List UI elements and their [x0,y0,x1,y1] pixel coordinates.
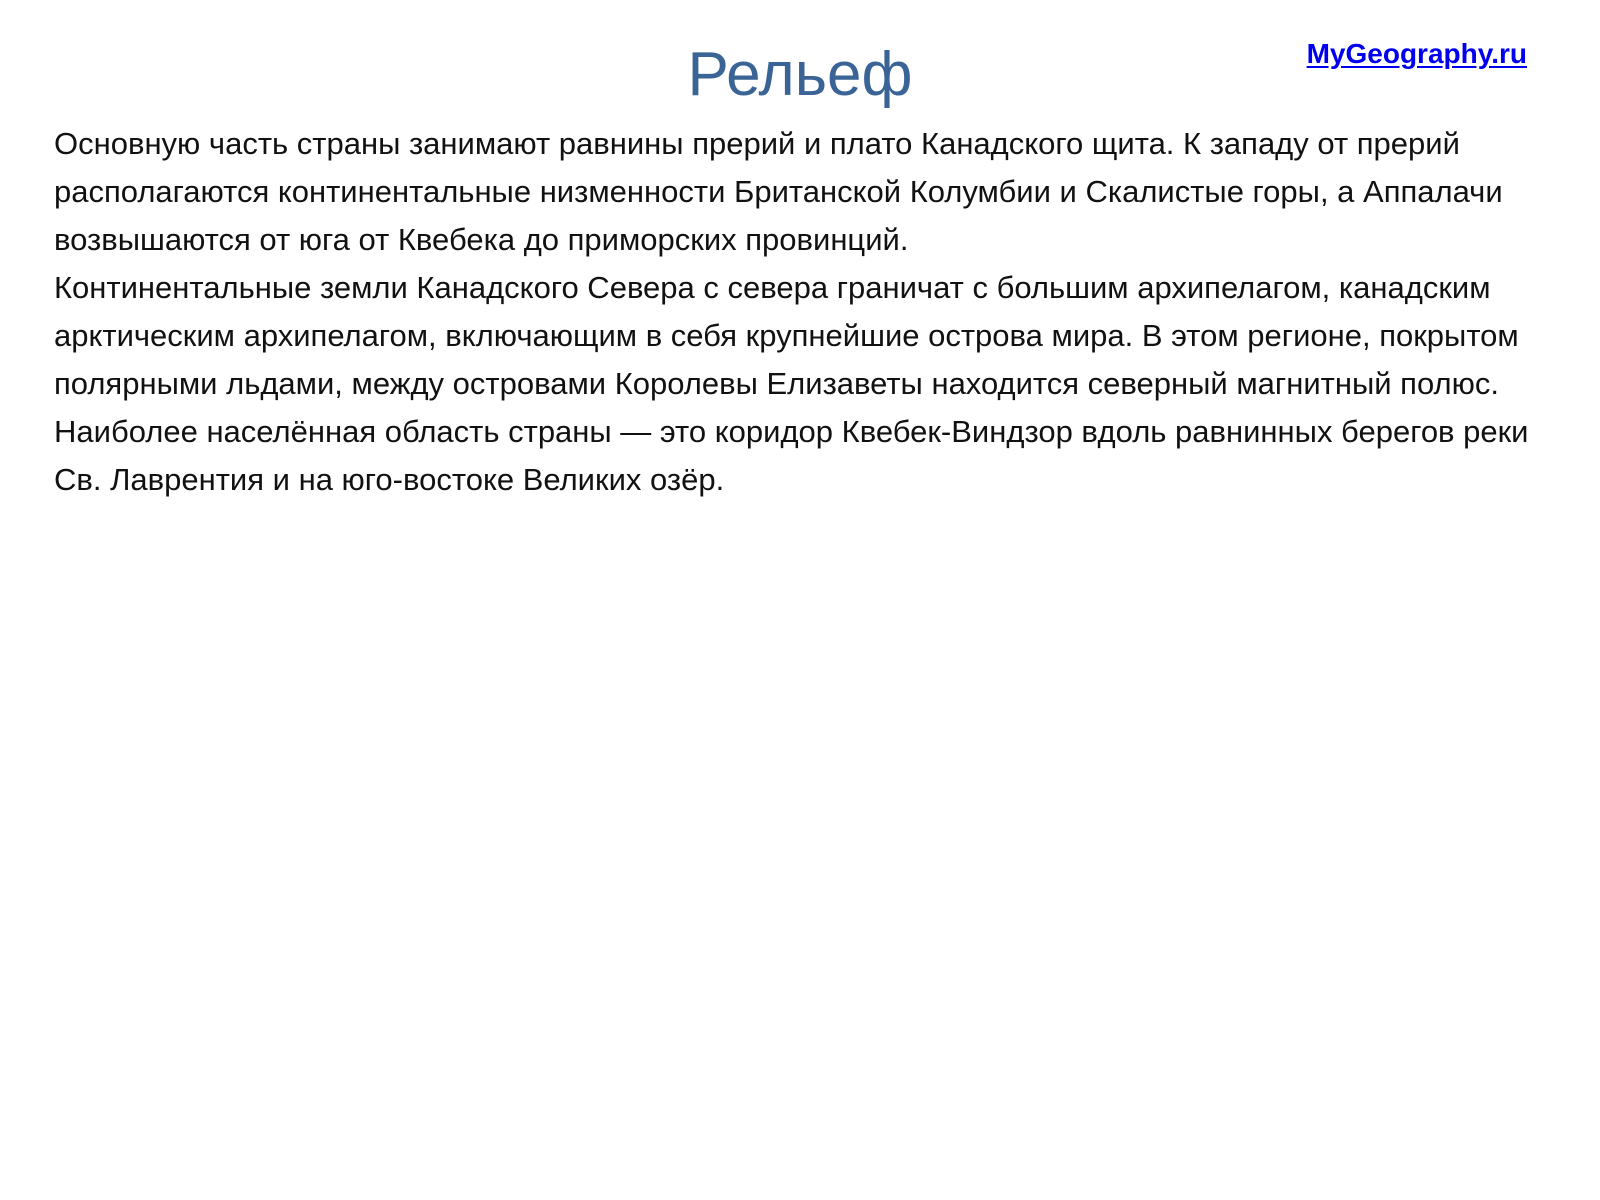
paragraph-populated-area: Наиболее населённая область страны — это коридор Квебек-Виндзор вдоль равнинных берегов реки Св. Лаврентия и на юго-востоке Великих озёр. [54,414,1529,497]
paragraph-relief-overview: Основную часть страны занимают равнины прерий и плато Канадского щита. К западу от прерий располагаются континентальные низменности Британской Колумбии и Скалистые горы, а Аппалачи возвышаются от юга от Квебека до приморских провинций. [54,126,1503,257]
site-link[interactable]: MyGeography.ru [1306,38,1527,69]
slide-title: Рельеф [687,40,913,109]
paragraph-arctic-archipelago: Континентальные земли Канадского Севера с севера граничат с большим архипелагом, канадским арктическим архипелагом, включающим в себя крупнейшие острова мира. В этом регионе, покрытом полярными льдами, между островами Королевы Елизаветы находится северный магнитный полюс. [54,270,1519,401]
slide-body [54,120,1554,504]
